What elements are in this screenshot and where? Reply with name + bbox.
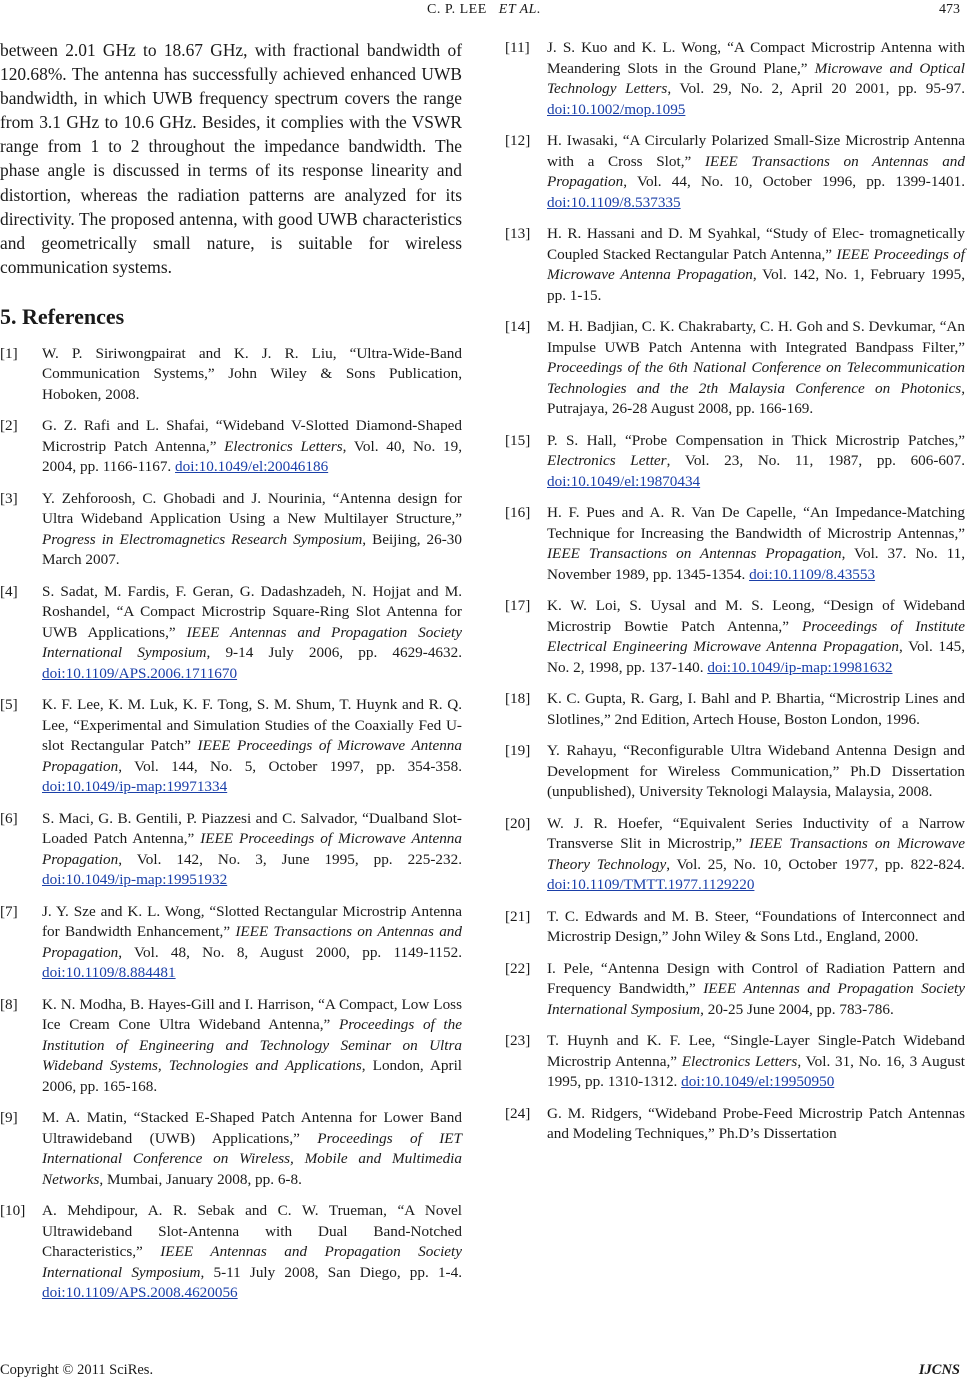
reference-doi-link[interactable]: doi:10.1049/el:20046186 — [175, 458, 329, 476]
reference-authors-title: H. R. Hassani and D. M Syahkal, “Study of Elec- tromagnetically Coupled Stacked Rectangular Patch Antenna,” — [547, 225, 965, 263]
reference-authors-title: P. S. Hall, “Probe Compensation in Thick Microstrip Patches,” — [547, 431, 965, 449]
reference-details: , 20-25 June 2004, pp. 783-786. — [700, 1000, 894, 1018]
reference-venue: IEEE Antennas and Propagation Society International Symposium — [42, 1243, 462, 1281]
reference-details: , Vol. 37. No. 11, November 1989, pp. 1345-1354. — [547, 545, 965, 583]
journal-name: IJCNS — [918, 1362, 960, 1378]
reference-venue: IEEE Antennas and Propagation Society International Symposium — [547, 980, 965, 1018]
reference-text — [547, 741, 965, 803]
copyright-notice: Copyright © 2011 SciRes. — [0, 1362, 154, 1378]
reference-item — [505, 596, 965, 678]
reference-text — [547, 38, 965, 120]
reference-venue: Electronics Letter — [547, 452, 667, 469]
reference-doi-link[interactable]: doi:10.1002/mop.1095 — [547, 100, 686, 118]
reference-authors-title: K. C. Gupta, R. Garg, I. Bahl and P. Bhartia, “Microstrip Lines and Slotlines,” 2nd Edition, Artech House, Boston London, 1996. — [547, 690, 965, 728]
reference-details: , 5-11 July 2008, San Diego, pp. 1-4. — [200, 1263, 462, 1281]
reference-details: , 9-14 July 2006, pp. 4629-4632. — [206, 644, 462, 662]
reference-details: , Vol. 142, No. 3, June 1995, pp. 225-232. — [118, 850, 462, 868]
reference-number: [15] — [505, 431, 531, 449]
reference-details: , Vol. 144, No. 5, October 1997, pp. 354-358. — [118, 757, 462, 775]
reference-venue: IEEE Transactions on Microwave Theory Technology — [547, 835, 965, 873]
reference-authors-title: K. N. Modha, B. Hayes-Gill and I. Harrison, “A Compact, Low Loss Ice Cream Cone Ultra Wideband Antenna,” — [42, 995, 462, 1034]
reference-venue: Proceedings of the 6th National Conference on Telecommunication Technologies and the 2th Malaysia Conference on Photonics — [547, 359, 965, 397]
reference-details: , Vol. 23, No. 11, 1987, pp. 606-607. — [666, 452, 965, 469]
reference-text — [547, 131, 965, 213]
reference-item — [0, 344, 462, 406]
reference-venue: IEEE Transactions on Antennas and Propagation — [42, 923, 462, 961]
reference-details: , Vol. 142, No. 1, February 1995, pp. 1-15. — [547, 266, 965, 304]
reference-text — [547, 907, 965, 948]
reference-doi-link[interactable]: doi:10.1049/el:19950950 — [681, 1073, 835, 1090]
reference-text — [547, 1031, 965, 1093]
reference-item — [505, 38, 965, 120]
reference-item — [0, 995, 462, 1098]
reference-number: [2] — [0, 417, 18, 435]
running-head — [0, 2, 968, 18]
reference-item — [505, 503, 965, 585]
reference-venue: IEEE Transactions on Antennas and Propagation — [547, 152, 965, 190]
reference-authors-title: K. W. Loi, S. Uysal and M. S. Leong, “Design of Wideband Microstrip Bowtie Patch Antenna,” — [547, 597, 965, 635]
reference-doi-link[interactable]: doi:10.1109/8.43553 — [749, 565, 876, 583]
reference-number: [10] — [0, 1202, 26, 1220]
reference-text — [547, 317, 965, 420]
reference-text — [42, 809, 462, 891]
reference-number: [5] — [0, 696, 18, 714]
reference-text — [547, 224, 965, 306]
section-heading-references: 5. References — [0, 303, 125, 329]
page-number: 473 — [939, 2, 960, 17]
reference-venue: Electronics Letters — [681, 1052, 798, 1070]
reference-text — [547, 503, 965, 585]
reference-authors-title: T. Huynh and K. F. Lee, “Single-Layer Single-Patch Wideband Microstrip Antenna,” — [547, 1032, 965, 1070]
reference-text — [547, 431, 965, 493]
reference-text — [547, 689, 965, 730]
reference-details: , Vol. 31, No. 16, 3 August 1995, pp. 1310-1312. — [547, 1052, 965, 1090]
reference-number: [3] — [0, 489, 18, 507]
reference-item — [0, 1108, 462, 1190]
reference-number: [24] — [505, 1104, 531, 1122]
reference-number: [11] — [505, 39, 530, 56]
reference-item — [505, 1031, 965, 1093]
reference-number: [12] — [505, 132, 531, 149]
reference-text — [42, 489, 462, 571]
reference-item — [0, 902, 462, 984]
reference-number: [4] — [0, 582, 18, 600]
reference-item — [505, 317, 965, 420]
reference-venue: Proceedings of IET International Conference on Wireless, Mobile and Multimedia Networks — [42, 1129, 462, 1188]
reference-doi-link[interactable]: doi:10.1109/APS.2008.4620056 — [42, 1284, 238, 1302]
reference-venue: IEEE Antennas and Propagation Society International Symposium — [42, 623, 462, 662]
reference-item — [0, 695, 462, 798]
reference-authors-title: H. Iwasaki, “A Circularly Polarized Small-Size Microstrip Antenna with a Cross Slot,” — [547, 132, 965, 170]
reference-authors-title: S. Maci, G. B. Gentili, P. Piazzesi and C. Salvador, “Dualband Slot-Loaded Patch Antenna,” — [42, 809, 462, 848]
reference-doi-link[interactable]: doi:10.1109/APS.2006.1711670 — [42, 664, 238, 682]
reference-authors-title: M. A. Matin, “Stacked E-Shaped Patch Antenna for Lower Band Ultrawideband (UWB) Applications,” — [42, 1109, 462, 1147]
reference-item — [0, 1201, 462, 1304]
reference-text — [42, 1201, 462, 1304]
reference-venue: IEEE Transactions on Antennas Propagation — [547, 545, 842, 562]
reference-authors-title: A. Mehdipour, A. R. Sebak and C. W. Trueman, “A Novel Ultrawideband Slot-Antenna with Dual Band-Notched Characteristics,” — [42, 1202, 462, 1261]
reference-venue: IEEE Proceedings of Microwave Antenna Propagation — [42, 830, 462, 868]
reference-item — [505, 689, 965, 730]
reference-authors-title: I. Pele, “Antenna Design with Control of Radiation Pattern and Frequency Bandwidth,” — [547, 959, 965, 997]
reference-number: [23] — [505, 1032, 531, 1049]
reference-number: [13] — [505, 225, 531, 242]
reference-text — [42, 416, 462, 478]
reference-venue: Proceedings of the Institution of Engineering and Technology Seminar on Ultra Wideband Systems, Technologies and Applications — [42, 1016, 462, 1075]
reference-number: [1] — [0, 344, 18, 362]
reference-number: [16] — [505, 504, 531, 521]
reference-venue: Electronics Letters — [224, 437, 343, 455]
reference-text — [42, 695, 462, 798]
reference-venue: IEEE Proceedings of Microwave Antenna Propagation — [547, 245, 965, 283]
conclusion-paragraph: between 2.01 GHz to 18.67 GHz, with fractional bandwidth of 120.68%. The antenna has successfully achieved enhanced UWB bandwidth, in which UWB frequency spectrum covers the range from 3.1 GHz to 10.6 GHz. Besides, it complies with the VSWR range from 1 to 2 throughout the impedance bandwidth. The phase angle is discussed in terms of its response linearity and distortion, whereas the radiation patterns are analyzed for its directivity. The proposed antenna, with good UWB characteristics and geometrically small nature, is suitable for wireless communication systems. — [0, 40, 462, 277]
reference-details: , Vol. 145, No. 2, 1998, pp. 137-140. — [547, 638, 965, 676]
reference-text — [547, 596, 965, 678]
reference-doi-link[interactable]: doi:10.1109/TMTT.1977.1129220 — [547, 876, 755, 893]
reference-details: , Putrajaya, 26-28 August 2008, pp. 166-169. — [547, 379, 965, 417]
reference-details: , Vol. 44, No. 10, October 1996, pp. 1399-1401. — [623, 173, 965, 190]
reference-authors-title: H. F. Pues and A. R. Van De Capelle, “An Impedance-Matching Technique for Increasing the Bandwidth of Microstrip Antennas,” — [547, 504, 965, 542]
reference-number: [6] — [0, 809, 18, 827]
reference-authors-title: G. Z. Rafi and L. Shafai, “Wideband V-Slotted Diamond-Shaped Microstrip Patch Antenna,” — [42, 417, 462, 455]
left-column — [0, 38, 462, 1315]
reference-number: [9] — [0, 1109, 18, 1127]
reference-number: [8] — [0, 995, 18, 1013]
reference-details: , Vol. 40, No. 19, 2004, pp. 1166-1167. — [42, 437, 462, 476]
reference-authors-title: Y. Rahayu, “Reconfigurable Ultra Wideband Antenna Design and Development for Wireless Communication,” Ph.D Dissertation (unpublished), University Teknologi Malaysia, Malaysia, 2008. — [547, 742, 965, 800]
reference-item — [505, 741, 965, 803]
reference-venue: Proceedings of Institute Electrical Engineering Microwave Antenna Propagation — [547, 617, 965, 655]
reference-doi-link[interactable]: doi:10.1049/ip-map:19951932 — [42, 871, 228, 889]
reference-item — [505, 1104, 965, 1145]
reference-authors-title: G. M. Ridgers, “Wideband Probe-Feed Microstrip Patch Antennas and Modeling Techniques,” Ph.D’s Dissertation — [547, 1104, 965, 1142]
reference-authors-title: W. P. Siriwongpairat and K. J. R. Liu, “Ultra-Wide-Band Communication Systems,” John Wiley & Sons Publication, Hoboken, 2008. — [42, 344, 462, 403]
reference-details: , London, April 2006, pp. 165-168. — [42, 1057, 463, 1095]
reference-text — [42, 344, 462, 406]
reference-authors-title: J. Y. Sze and K. L. Wong, “Slotted Rectangular Microstrip Antenna for Bandwidth Enhancement,” — [42, 902, 462, 941]
reference-authors-title: M. H. Badjian, C. K. Chakrabarty, C. H. Goh and S. Devkumar, “An Impulse UWB Patch Antenna with Integrated Bandpass Filter,” — [547, 318, 965, 356]
reference-doi-link[interactable]: doi:10.1049/ip-map:19981632 — [707, 658, 893, 676]
reference-item — [505, 814, 965, 896]
page-header — [0, 2, 968, 24]
reference-item — [505, 959, 965, 1021]
reference-details: , Vol. 29, No. 2, April 20 2001, pp. 95-97. — [667, 80, 966, 97]
reference-venue: IEEE Proceedings of Microwave Antenna Propagation — [42, 737, 462, 775]
reference-venue: Microwave and Optical Technology Letters — [547, 59, 965, 97]
reference-details: , Vol. 25, No. 10, October 1977, pp. 822-824. — [666, 855, 965, 873]
reference-text — [42, 995, 462, 1098]
reference-authors-title: K. F. Lee, K. M. Luk, K. F. Tong, S. M. Shum, T. Huynk and R. Q. Lee, “Experimental and Simulation Studies of the Coaxially Fed U-slot Rectangular Patch” — [42, 696, 462, 755]
reference-authors-title: S. Sadat, M. Fardis, F. Geran, G. Dadashzadeh, N. Hojjat and M. Roshandel, “A Compact Microstrip Square-Ring Slot Antenna for UWB Applications,” — [42, 582, 462, 641]
reference-doi-link[interactable]: doi:10.1049/el:19870434 — [547, 472, 701, 490]
right-column — [505, 38, 965, 1156]
reference-number: [17] — [505, 597, 531, 614]
running-head-authors: C. P. LEE — [427, 2, 487, 17]
reference-number: [14] — [505, 318, 531, 335]
reference-authors-title: T. C. Edwards and M. B. Steer, “Foundations of Interconnect and Microstrip Design,” John Wiley & Sons Ltd., England, 2000. — [547, 907, 965, 945]
reference-list-right — [505, 38, 965, 1145]
reference-item — [0, 489, 462, 571]
reference-number: [7] — [0, 902, 18, 920]
reference-number: [19] — [505, 742, 531, 759]
reference-list-left — [0, 344, 462, 1304]
reference-doi-link[interactable]: doi:10.1109/8.537335 — [547, 193, 681, 211]
reference-item — [0, 809, 462, 891]
reference-text — [547, 814, 965, 896]
reference-details: , Beijing, 26-30 March 2007. — [42, 530, 462, 569]
reference-item — [505, 224, 965, 306]
reference-venue: Progress in Electromagnetics Research Symposium — [42, 530, 363, 548]
reference-authors-title: Y. Zehforoosh, C. Ghobadi and J. Nourinia, “Antenna design for Ultra Wideband Application Using a New Multilayer Structure,” — [42, 489, 462, 528]
reference-authors-title: J. S. Kuo and K. L. Wong, “A Compact Microstrip Antenna with Meandering Slots in the Ground Plane,” — [547, 39, 965, 77]
reference-text — [42, 582, 462, 685]
reference-doi-link[interactable]: doi:10.1049/ip-map:19971334 — [42, 778, 228, 796]
reference-text — [42, 1108, 462, 1190]
reference-text — [547, 1104, 965, 1145]
reference-details: , Mumbai, January 2008, pp. 6-8. — [99, 1170, 302, 1188]
reference-item — [505, 431, 965, 493]
reference-text — [547, 959, 965, 1021]
reference-text — [42, 902, 462, 984]
reference-authors-title: W. J. R. Hoefer, “Equivalent Series Inductivity of a Narrow Transverse Slit in Microstrip,” — [547, 814, 965, 852]
reference-number: [22] — [505, 959, 531, 977]
reference-item — [0, 416, 462, 478]
page-footer — [0, 1362, 968, 1382]
reference-details: , Vol. 48, No. 8, August 2000, pp. 1149-1152. — [118, 943, 462, 961]
reference-number: [21] — [505, 907, 531, 925]
reference-number: [20] — [505, 814, 531, 832]
running-head-etal: ET AL. — [498, 2, 541, 17]
reference-item — [0, 582, 462, 685]
reference-number: [18] — [505, 690, 531, 707]
reference-doi-link[interactable]: doi:10.1109/8.884481 — [42, 964, 176, 982]
reference-item — [505, 131, 965, 213]
reference-item — [505, 907, 965, 948]
